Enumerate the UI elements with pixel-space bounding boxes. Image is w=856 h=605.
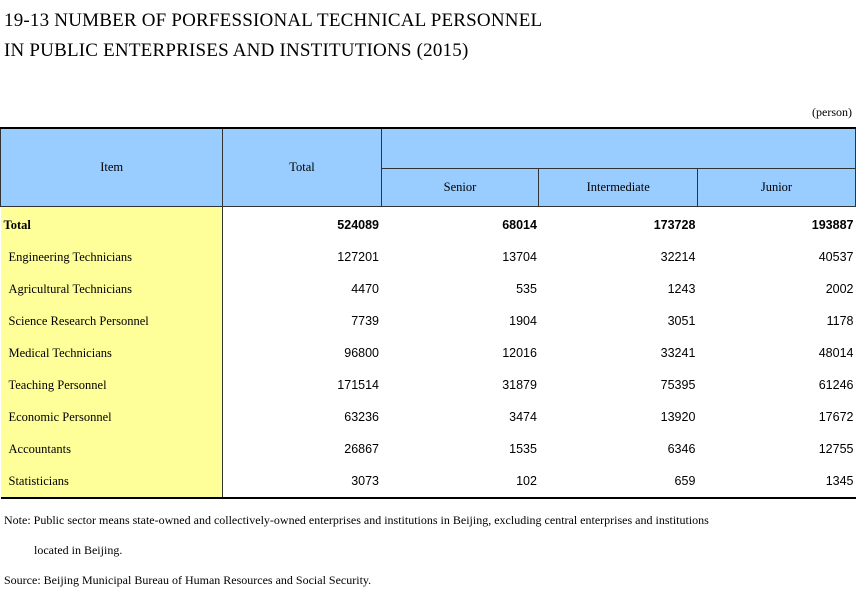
cell-total: 171514: [337, 378, 380, 392]
cell-total: 3073: [223, 465, 381, 498]
cell-item: Teaching Personnel: [1, 369, 223, 401]
cell-senior: 31879: [502, 378, 537, 392]
personnel-table: [0, 127, 856, 499]
cell-item: Agricultural Technicians: [1, 273, 223, 305]
cell-junior: 48014: [818, 346, 854, 360]
cell-item: Engineering Technicians: [1, 241, 223, 273]
cell-junior: 17672: [818, 410, 854, 424]
table-row: [1, 273, 856, 305]
cell-senior: 12016: [502, 346, 537, 360]
table-row: [1, 369, 856, 401]
cell-junior: 61246: [818, 378, 854, 392]
cell-intermediate: 33241: [660, 346, 696, 360]
cell-intermediate: 173728: [653, 218, 696, 232]
cell-intermediate: 659: [539, 465, 697, 498]
header-senior: Senior: [381, 169, 539, 207]
cell-item: Medical Technicians: [1, 337, 223, 369]
cell-junior: 193887: [811, 218, 854, 232]
cell-junior: 1178: [826, 314, 854, 328]
cell-senior: 535: [516, 282, 537, 296]
header-item: Item: [1, 128, 223, 207]
cell-total: 7739: [351, 314, 380, 328]
note-line-2: located in Beijing.: [34, 543, 123, 557]
source-note: Source: Beijing Municipal Bureau of Human Resources and Social Security.: [4, 573, 372, 587]
table-row: [1, 465, 856, 498]
cell-senior: 68014: [502, 218, 537, 232]
cell-senior: 3474: [509, 410, 537, 424]
table-row: [1, 241, 856, 273]
cell-item: Accountants: [1, 433, 223, 465]
cell-junior: 1345: [697, 465, 855, 498]
cell-total: 63236: [344, 410, 380, 424]
title-line-2: IN PUBLIC ENTERPRISES AND INSTITUTIONS (2015): [4, 40, 469, 61]
cell-senior: 1904: [509, 314, 537, 328]
cell-senior: 1535: [509, 442, 537, 456]
cell-item: Total: [1, 207, 223, 242]
table-row: [1, 401, 856, 433]
note-line-1: Note: Public sector means state-owned and collectively-owned enterprises and institutions in Beijing, excluding central enterprises and institutions: [4, 513, 709, 527]
cell-intermediate: 3051: [667, 314, 696, 328]
table-body: [1, 207, 856, 499]
page-title: [4, 6, 542, 66]
cell-total: 524089: [337, 218, 380, 232]
header-junior: Junior: [697, 169, 855, 207]
cell-item: Statisticians: [1, 465, 223, 498]
cell-intermediate: 32214: [660, 250, 696, 264]
cell-junior: 40537: [818, 250, 854, 264]
cell-total: 4470: [351, 282, 380, 296]
cell-senior: 102: [381, 465, 539, 498]
cell-total: 127201: [337, 250, 380, 264]
header-total: Total: [223, 128, 381, 207]
cell-junior: 12755: [818, 442, 854, 456]
header-intermediate: Intermediate: [539, 169, 697, 207]
title-line-1: 19-13 NUMBER OF PORFESSIONAL TECHNICAL PERSONNEL: [4, 10, 543, 31]
footnotes: [4, 512, 709, 588]
cell-total: 26867: [344, 442, 380, 456]
table-row: [1, 337, 856, 369]
table-row-total: [1, 207, 856, 242]
unit-label: (person): [812, 105, 852, 119]
cell-intermediate: 6346: [667, 442, 696, 456]
header-level-group: [381, 128, 855, 169]
cell-senior: 13704: [502, 250, 537, 264]
table-row: [1, 305, 856, 337]
cell-item: Science Research Personnel: [1, 305, 223, 337]
table-row: [1, 433, 856, 465]
cell-intermediate: 75395: [660, 378, 696, 392]
cell-intermediate: 1243: [667, 282, 696, 296]
cell-junior: 2002: [825, 282, 854, 296]
cell-item: Economic Personnel: [1, 401, 223, 433]
cell-total: 96800: [344, 346, 380, 360]
cell-intermediate: 13920: [660, 410, 696, 424]
